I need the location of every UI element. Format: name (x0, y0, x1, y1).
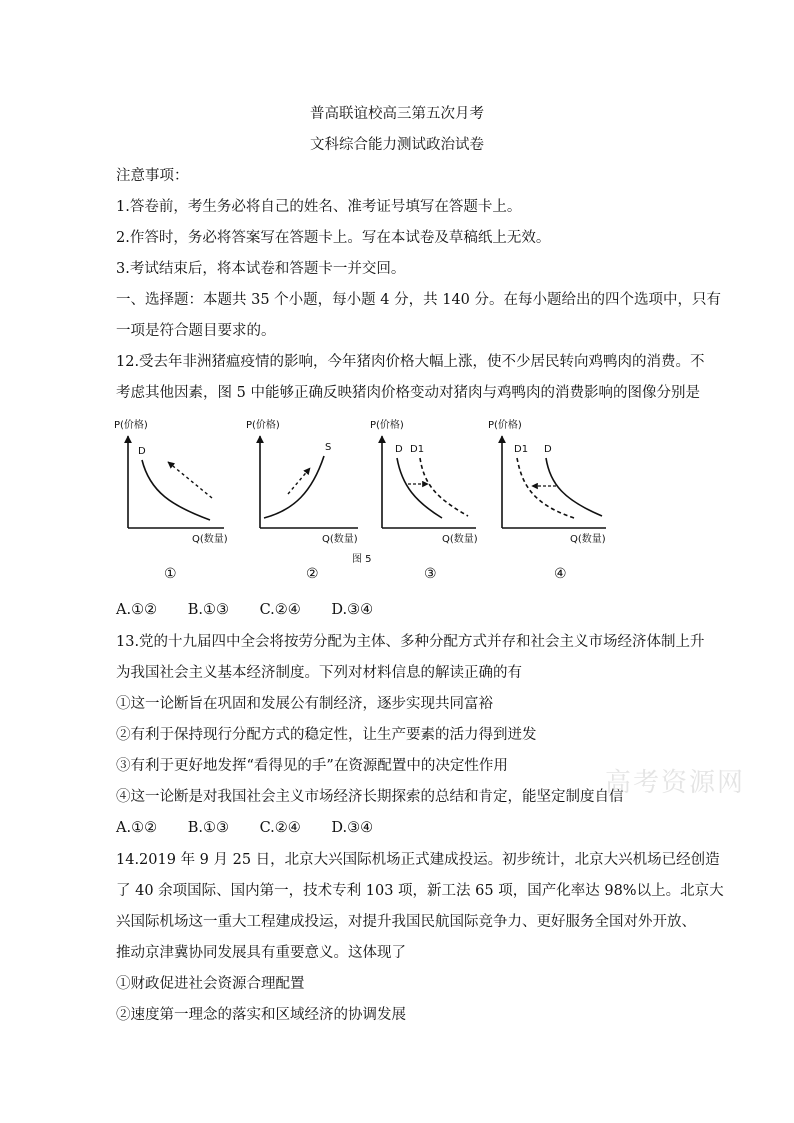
option-a[interactable]: A.①② (116, 602, 158, 618)
section-heading-cont: 一项是符合题目要求的。 (116, 323, 276, 339)
x-axis-label: Q(数量) (442, 534, 478, 545)
question-12-stem-cont: 考虑其他因素，图 5 中能够正确反映猪肉价格变动对猪肉与鸡鸭肉的消费影响的图像分别是 (116, 385, 700, 401)
question-14-stem: 14.2019 年 9 月 25 日，北京大兴国际机场正式建成投运。初步统计，北京大兴机场已经创造 (116, 852, 720, 868)
curve-label-d: D (395, 444, 403, 455)
statement-1: ①财政促进社会资源合理配置 (116, 976, 305, 992)
notice-heading: 注意事项： (116, 168, 189, 184)
exam-subtitle: 文科综合能力测试政治试卷 (310, 137, 484, 153)
exam-title: 普高联谊校高三第五次月考 (310, 106, 484, 122)
question-13-options (116, 818, 399, 838)
graph-panel-2 (246, 418, 358, 582)
option-d[interactable]: D.③④ (331, 820, 374, 836)
notice-item: 3.考试结束后，将本试卷和答题卡一并交回。 (116, 261, 406, 277)
statement-2: ②速度第一理念的落实和区域经济的协调发展 (116, 1007, 406, 1023)
option-d[interactable]: D.③④ (331, 602, 374, 618)
question-12-options (116, 600, 399, 620)
panel-number: ② (306, 566, 319, 582)
watermark: 高考资源网 (605, 768, 746, 798)
figure-5-graphs (112, 412, 632, 592)
statement-3: ③有利于更好地发挥“看得见的手”在资源配置中的决定性作用 (116, 758, 508, 774)
curve-label: D (138, 446, 146, 457)
demand-curve-d (546, 458, 602, 516)
demand-curve (142, 460, 210, 520)
question-13-stem-cont: 为我国社会主义基本经济制度。下列对材料信息的解读正确的有 (116, 665, 522, 681)
option-c[interactable]: C.②④ (259, 820, 301, 836)
movement-arrow (168, 462, 212, 498)
question-13-stem: 13.党的十九届四中全会将按劳分配为主体、多种分配方式并存和社会主义市场经济体制上升 (116, 634, 705, 650)
x-axis-label: Q(数量) (322, 534, 358, 545)
curve-label: S (325, 442, 332, 453)
graph-panel-3 (370, 418, 478, 582)
statement-4: ④这一论断是对我国社会主义市场经济长期探索的总结和肯定，能坚定制度自信 (116, 789, 624, 805)
y-axis-label: P(价格) (246, 420, 280, 431)
demand-curve-d (397, 458, 442, 518)
section-heading: 一、选择题：本题共 35 个小题，每小题 4 分，共 140 分。在每小题给出的四个选项中，只有 (116, 292, 722, 308)
graph-panel-1 (114, 418, 224, 582)
option-b[interactable]: B.①③ (187, 602, 229, 618)
notice-item: 1.答卷前，考生务必将自己的姓名、准考证号填写在答题卡上。 (116, 199, 522, 215)
curve-label-d1: D1 (514, 444, 529, 455)
figure-caption: 图 5 (352, 554, 372, 565)
statement-2: ②有利于保持现行分配方式的稳定性，让生产要素的活力得到迸发 (116, 727, 537, 743)
panel-number: ③ (424, 566, 437, 582)
y-axis-label: P(价格) (488, 420, 522, 431)
supply-curve (264, 456, 324, 518)
option-a[interactable]: A.①② (116, 820, 158, 836)
demand-curve-d1 (517, 458, 574, 518)
option-b[interactable]: B.①③ (187, 820, 229, 836)
notice-item: 2.作答时，务必将答案写在答题卡上。写在本试卷及草稿纸上无效。 (116, 230, 551, 246)
question-12-stem: 12.受去年非洲猪瘟疫情的影响，今年猪肉价格大幅上涨，使不少居民转向鸡鸭肉的消费。不 (116, 354, 705, 370)
x-axis-label: Q(数量) (192, 534, 228, 545)
statement-1: ①这一论断旨在巩固和发展公有制经济，逐步实现共同富裕 (116, 696, 493, 712)
question-14-stem-cont: 推动京津冀协同发展具有重要意义。这体现了 (116, 945, 406, 961)
question-14-stem-cont: 了 40 余项国际、国内第一，技术专利 103 项，新工法 65 项，国产化率达 98%以上。北京大 (116, 883, 724, 899)
option-c[interactable]: C.②④ (259, 602, 301, 618)
curve-label-d1: D1 (410, 444, 425, 455)
panel-number: ④ (554, 566, 567, 582)
panel-number: ① (164, 566, 177, 582)
y-axis-label: P(价格) (114, 420, 148, 431)
x-axis-label: Q(数量) (570, 534, 606, 545)
curve-label-d: D (544, 444, 552, 455)
graph-panel-4 (488, 418, 606, 582)
question-14-stem-cont: 兴国际机场这一重大工程建成投运，对提升我国民航国际竞争力、更好服务全国对外开放、 (116, 914, 696, 930)
y-axis-label: P(价格) (370, 420, 404, 431)
